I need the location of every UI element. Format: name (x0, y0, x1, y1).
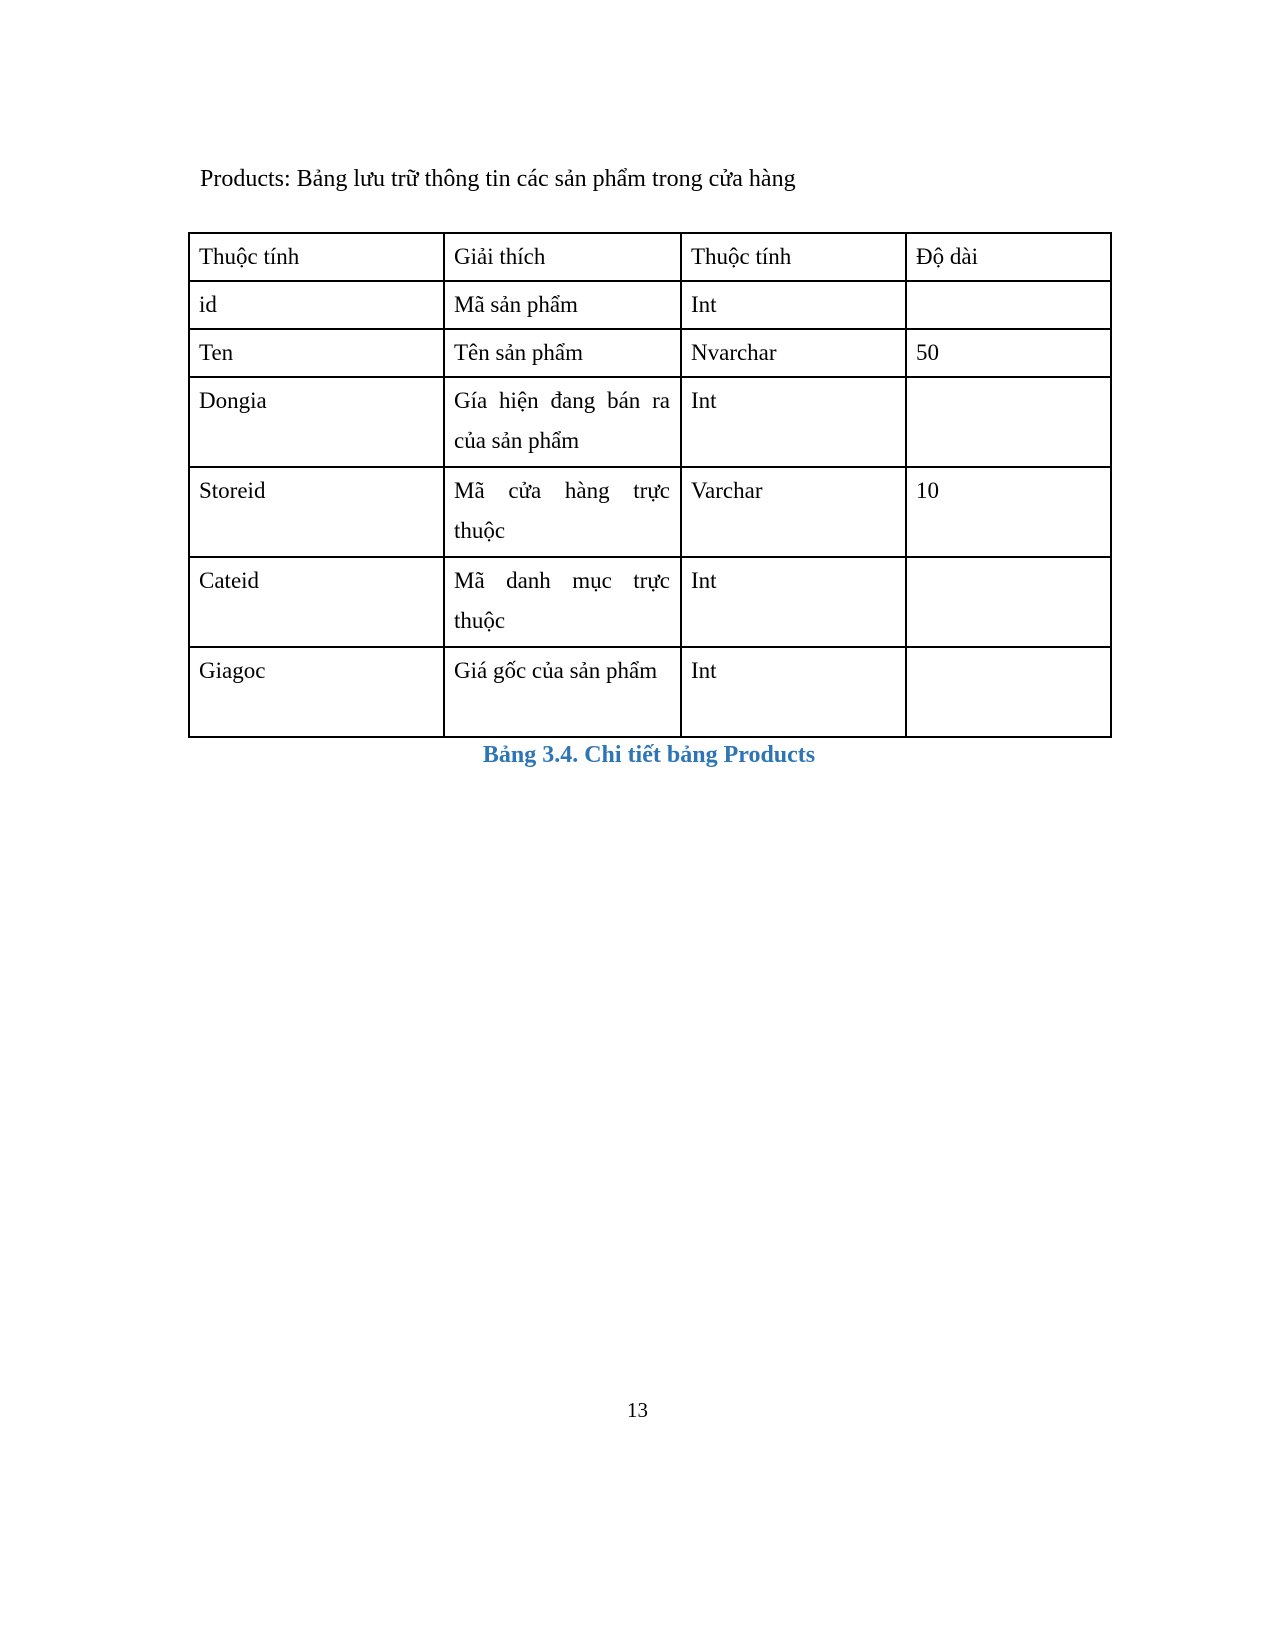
table-cell: Mã cửa hàng trực thuộc (444, 467, 681, 557)
products-table (188, 232, 1112, 738)
table-header-cell: Độ dài (906, 233, 1111, 281)
table-cell: Varchar (681, 467, 906, 557)
table-cell (906, 377, 1111, 467)
table-header-row (189, 233, 1111, 281)
table-cell: Int (681, 377, 906, 467)
table-cell: Dongia (189, 377, 444, 467)
table-row (189, 377, 1111, 467)
page-number: 13 (627, 1398, 648, 1422)
table-cell: Int (681, 557, 906, 647)
table-cell (906, 557, 1111, 647)
table-cell (906, 281, 1111, 329)
table-cell: Mã sản phẩm (444, 281, 681, 329)
table-row (189, 281, 1111, 329)
table-row (189, 647, 1111, 737)
table-header-cell: Thuộc tính (189, 233, 444, 281)
table-row (189, 329, 1111, 377)
table-cell: id (189, 281, 444, 329)
table-cell: 50 (906, 329, 1111, 377)
table-cell: Ten (189, 329, 444, 377)
table-cell: Giá gốc của sản phẩm (444, 647, 681, 737)
table-header-cell: Giải thích (444, 233, 681, 281)
table-cell: Gía hiện đang bán ra của sản phẩm (444, 377, 681, 467)
table-cell (906, 647, 1111, 737)
table-cell: Giagoc (189, 647, 444, 737)
table-cell: Tên sản phẩm (444, 329, 681, 377)
table-cell: Mã danh mục trực thuộc (444, 557, 681, 647)
table-row (189, 467, 1111, 557)
table-cell: Cateid (189, 557, 444, 647)
table-cell: Int (681, 647, 906, 737)
table-row (189, 557, 1111, 647)
table-header-cell: Thuộc tính (681, 233, 906, 281)
table-caption: Bảng 3.4. Chi tiết bảng Products (482, 742, 816, 768)
table-cell: Nvarchar (681, 329, 906, 377)
intro-paragraph: Products: Bảng lưu trữ thông tin các sản phẩm trong cửa hàng (200, 166, 796, 192)
table-cell: Int (681, 281, 906, 329)
table-cell: 10 (906, 467, 1111, 557)
table-cell: Storeid (189, 467, 444, 557)
